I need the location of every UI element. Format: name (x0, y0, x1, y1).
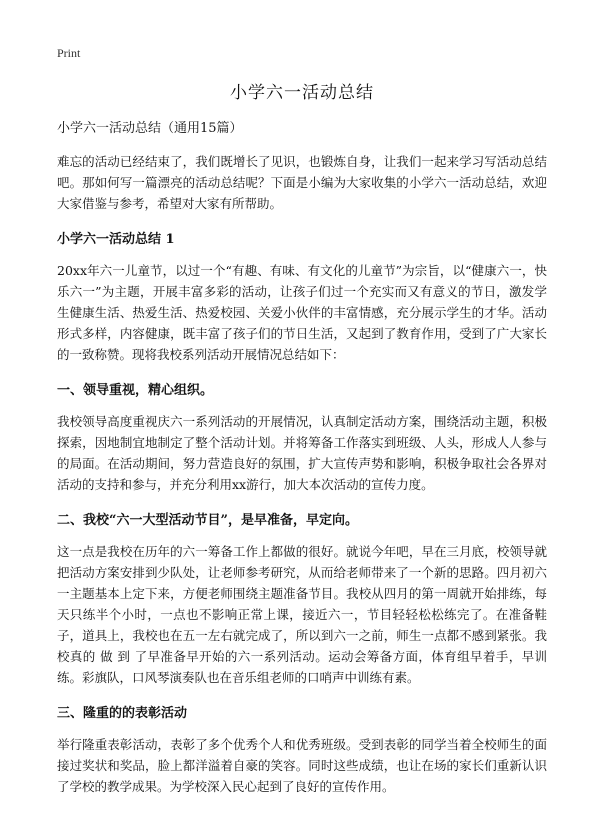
paragraph-awards: 举行隆重表彰活动，表彰了多个优秀个人和优秀班级。受到表彰的同学当着全校师生的面接过奖状和奖品，脸上都洋溢着自豪的笑容。同时这些成绩，也让在场的家长们重新认识了学校的教学成果。为学校深入民心起到了良好的宣传作用。 (57, 737, 547, 794)
intro-paragraph: 难忘的活动已经结束了，我们既增长了见识，也锻炼自身，让我们一起来学习写活动总结吧。那如何写一篇漂亮的活动总结呢？下面是小编为大家收集的小学六一活动总结，欢迎大家借鉴与参考，希望对大家有所帮助。 (57, 154, 547, 211)
page-title: 小学六一活动总结 (230, 83, 374, 103)
print-link[interactable]: Print (57, 46, 81, 60)
article-subtitle: 小学六一活动总结（通用15篇） (57, 121, 243, 136)
section-1-paragraph: 20xx年六一儿童节，以过一个“有趣、有味、有文化的儿童节”为宗旨，以“健康六一，快乐六一”为主题，开展丰富多彩的活动，让孩子们过一个充实而又有意义的节日，激发学生健康生活、热爱生活、热爱校园、关爱小伙伴的丰富情感，充分展示学生的才华。活动形式多样，内容健康，既丰富了孩子们的节日生活，又起到了教育作用，受到了广大家长的一致称赞。现将我校系列活动开展情况总结如下： (57, 263, 547, 362)
subheading-early-preparation: 二、我校“六一大型活动节目”，是早准备，早定向。 (57, 513, 358, 528)
paragraph-early-preparation: 这一点是我校在历年的六一筹备工作上都做的很好。就说今年吧，早在三月底，校领导就把活动方案安排到少队处，让老师参考研究，从而给老师带来了一个新的思路。四月初六一主题基本上定下来，方便老师围绕主题准备节目。我校从四月的第一周就开始排练，每天只练半个小时，一点也不影响正常上课，接近六一，节目轻轻松松练完了。在准备鞋子，道具上，我校也在五一左右就完成了，所以到六一之前，师生一点都不感到紧张。我校真的 做 到 了早准备早开始的六一系列活动。运动会筹备方面，体育组早着手，早训练。彩旗队，口风琴演奏队也在音乐组老师的口哨声中训练有素。 (57, 544, 547, 685)
section-heading-1: 小学六一活动总结 1 (57, 232, 175, 247)
article (57, 78, 547, 811)
subheading-leadership: 一、领导重视，精心组织。 (57, 383, 214, 398)
paragraph-leadership: 我校领导高度重视庆六一系列活动的开展情况，认真制定活动方案，围绕活动主题，积极探索，因地制宜地制定了整个活动计划。并将筹备工作落实到班级、人头，形成人人参与的局面。在活动期间，努力营造良好的氛围，扩大宣传声势和影响，积极争取社会各界对活动的支持和参与，并充分利用xx游行，加大本次活动的宣传力度。 (57, 414, 547, 492)
subheading-awards: 三、隆重的的表彰活动 (57, 706, 188, 721)
